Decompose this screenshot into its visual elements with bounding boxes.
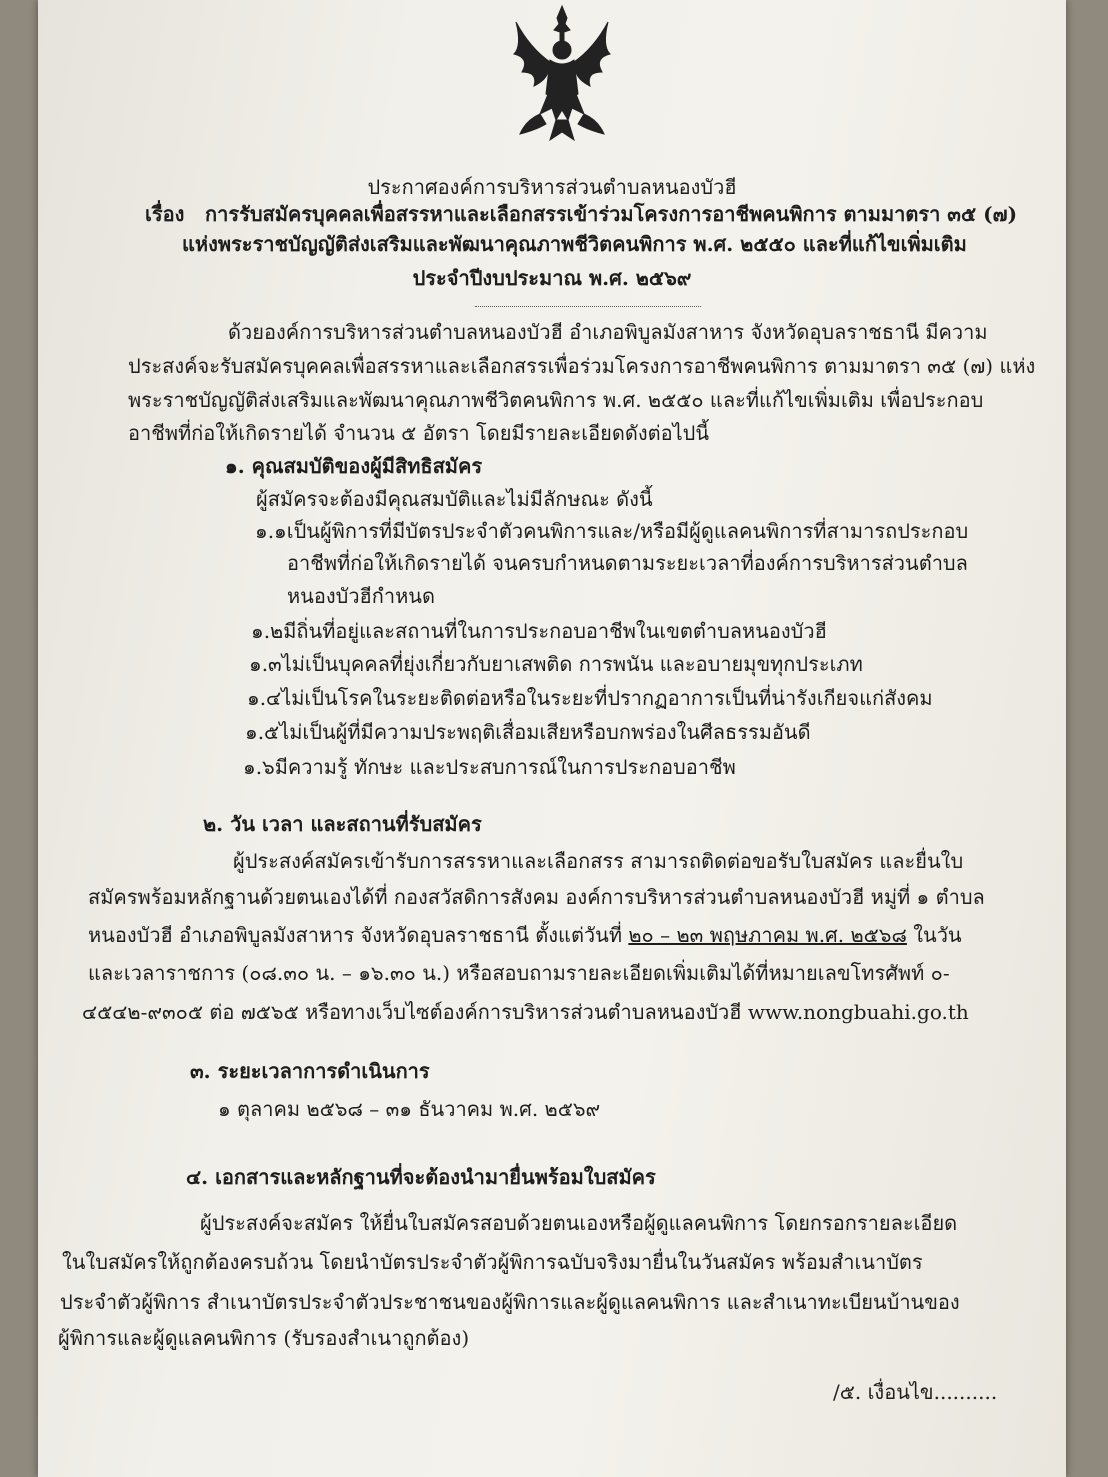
subject-line-2: แห่งพระราชบัญญัติส่งเสริมและพัฒนาคุณภาพชีวิตคนพิการ พ.ศ. ๒๕๕๐ และที่แก้ไขเพิ่มเติม: [182, 232, 967, 256]
intro-line-4: อาชีพที่ก่อให้เกิดรายได้ จำนวน ๕ อัตรา โดยมีรายละเอียดดังต่อไปนี้: [128, 421, 710, 445]
section4-line-4: ผู้พิการและผู้ดูแลคนพิการ (รับรองสำเนาถูกต้อง): [58, 1326, 470, 1350]
subject-label: เรื่อง: [145, 202, 185, 226]
section4-heading: ๔. เอกสารและหลักฐานที่จะต้องนำมายื่นพร้อมใบสมัคร: [186, 1165, 656, 1189]
section2-line-4: และเวลาราชการ (๐๘.๓๐ น. – ๑๖.๓๐ น.) หรือสอบถามรายละเอียดเพิ่มเติมได้ที่หมายเลขโทรศัพท์ ๐-: [88, 961, 950, 985]
garuda-emblem-icon: [506, 2, 618, 142]
section3-heading: ๓. ระยะเวลาการดำเนินการ: [190, 1059, 430, 1083]
section2-heading: ๒. วัน เวลา และสถานที่รับสมัคร: [203, 812, 482, 836]
section1-heading: ๑. คุณสมบัติของผู้มีสิทธิสมัคร: [225, 454, 483, 478]
item-1-4: ๑.๔ไม่เป็นโรคในระยะติดต่อหรือในระยะที่ปรากฏอาการเป็นที่น่ารังเกียจแก่สังคม: [247, 686, 933, 710]
continuation-note: /๕. เงื่อนไข..........: [833, 1380, 998, 1404]
section1-lead: ผู้สมัครจะต้องมีคุณสมบัติและไม่มีลักษณะ ดังนี้: [256, 487, 653, 511]
item-1-1-line-3: หนองบัวฮีกำหนด: [287, 584, 435, 608]
subject-line-1: การรับสมัครบุคคลเพื่อสรรหาและเลือกสรรเข้าร่วมโครงการอาชีพคนพิการ ตามมาตรา ๓๕ (๗): [205, 202, 1018, 226]
intro-line-1: ด้วยองค์การบริหารส่วนตำบลหนองบัวฮี อำเภอพิบูลมังสาหาร จังหวัดอุบลราชธานี มีความ: [228, 320, 988, 344]
item-1-5: ๑.๕ไม่เป็นผู้ที่มีความประพฤติเสื่อมเสียหรือบกพร่องในศีลธรรมอันดี: [245, 720, 811, 744]
intro-line-3: พระราชบัญญัติส่งเสริมและพัฒนาคุณภาพชีวิตคนพิการ พ.ศ. ๒๕๕๐ และที่แก้ไขเพิ่มเติม เพื่อประกอบ: [128, 388, 984, 412]
section3-period: ๑ ตุลาคม ๒๕๖๘ – ๓๑ ธันวาคม พ.ศ. ๒๕๖๙: [218, 1097, 601, 1121]
section4-line-3: ประจำตัวผู้พิการ สำเนาบัตรประจำตัวประชาชนของผู้พิการและผู้ดูแลคนพิการ และสำเนาทะเบียนบ้านของ: [60, 1290, 960, 1314]
item-1-2: ๑.๒มีถิ่นที่อยู่และสถานที่ในการประกอบอาชีพในเขตตำบลหนองบัวฮี: [251, 619, 827, 643]
separator: [475, 306, 701, 307]
document-page: [38, 0, 1066, 1477]
section2-line-2: สมัครพร้อมหลักฐานด้วยตนเองได้ที่ กองสวัสดิการสังคม องค์การบริหารส่วนตำบลหนองบัวฮี หมู่ที่ ๑ ตำบล: [88, 885, 985, 909]
org-title: ประกาศองค์การบริหารส่วนตำบลหนองบัวฮี: [367, 175, 737, 199]
section2-line-3: หนองบัวฮี อำเภอพิบูลมังสาหาร จังหวัดอุบลราชธานี ตั้งแต่วันที่ ๒๐ – ๒๓ พฤษภาคม พ.ศ. ๒๕๖๘ ในวัน: [88, 923, 962, 947]
item-1-3: ๑.๓ไม่เป็นบุคคลที่ยุ่งเกี่ยวกับยาเสพติด การพนัน และอบายมุขทุกประเภท: [249, 652, 863, 676]
section2-line-5: ๔๕๔๒-๙๓๐๕ ต่อ ๗๕๖๕ หรือทางเว็บไซต์องค์การบริหารส่วนตำบลหนองบัวฮี www.nongbuahi.go.th: [82, 1000, 969, 1024]
item-1-1-line-2: อาชีพที่ก่อให้เกิดรายได้ จนครบกำหนดตามระยะเวลาที่องค์การบริหารส่วนตำบล: [287, 551, 968, 575]
item-1-1-line-1: ๑.๑เป็นผู้พิการที่มีบัตรประจำตัวคนพิการและ/หรือมีผู้ดูแลคนพิการที่สามารถประกอบ: [255, 519, 969, 543]
intro-line-2: ประสงค์จะรับสมัครบุคคลเพื่อสรรหาและเลือกสรรเพื่อร่วมโครงการอาชีพคนพิการ ตามมาตรา ๓๕ (๗) แห่ง: [128, 354, 1036, 378]
section4-line-2: ในใบสมัครให้ถูกต้องครบถ้วน โดยนำบัตรประจำตัวผู้พิการฉบับจริงมายื่นในวันสมัคร พร้อมสำเนาบัตร: [62, 1250, 923, 1274]
application-dates: ๒๐ – ๒๓ พฤษภาคม พ.ศ. ๒๕๖๘: [628, 923, 907, 947]
section4-line-1: ผู้ประสงค์จะสมัคร ให้ยื่นใบสมัครสอบด้วยตนเองหรือผู้ดูแลคนพิการ โดยกรอกรายละเอียด: [200, 1211, 958, 1235]
subject-line-3: ประจำปีงบประมาณ พ.ศ. ๒๕๖๙: [412, 266, 692, 290]
section2-line-1: ผู้ประสงค์สมัครเข้ารับการสรรหาและเลือกสรร สามารถติดต่อขอรับใบสมัคร และยื่นใบ: [233, 849, 964, 873]
item-1-6: ๑.๖มีความรู้ ทักษะ และประสบการณ์ในการประกอบอาชีพ: [243, 755, 736, 779]
